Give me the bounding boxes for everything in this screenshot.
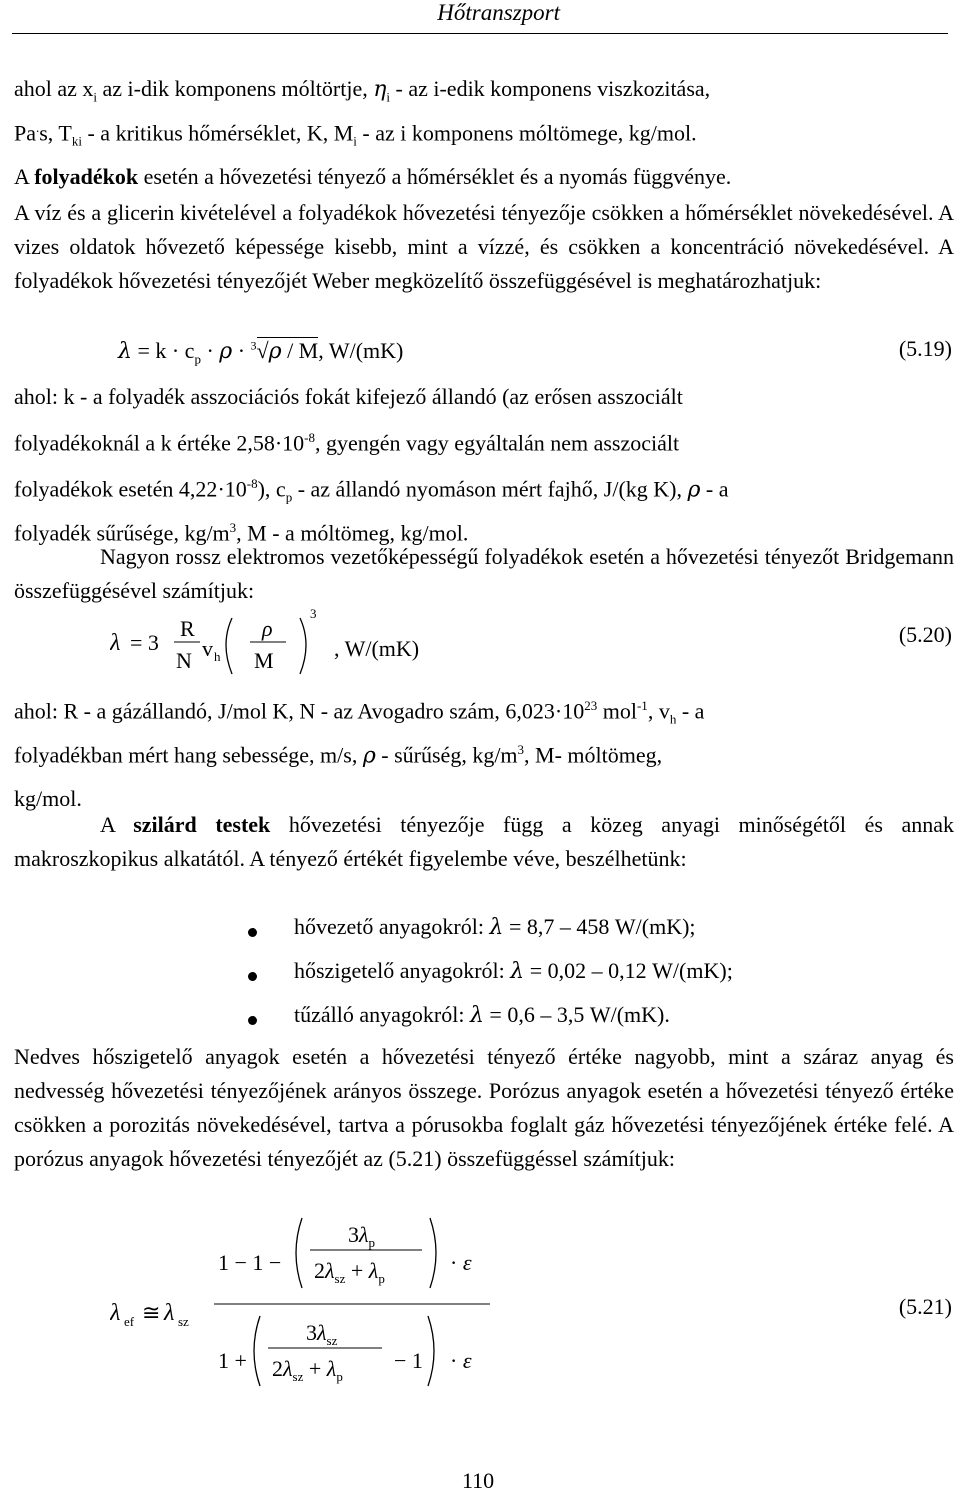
equation-5-19: $\lambda = k \cdot c_p \cdot \rho \cdot ^3√\rho / M$, W/(mK) xyxy=(118,338,404,367)
svg-text:ρ: ρ xyxy=(262,616,273,641)
def-line-2: folyadékoknál a k értéke $2,58\cdot 10^{-8}$, gyengén vagy egyáltalán nem asszociált xyxy=(14,430,680,456)
svg-text:sz: sz xyxy=(178,1314,189,1329)
text-line-2: Pa.s, $T_{ki}$ - a kritikus hőmérséklet, K, $M_i$ - az i komponens móltömege, kg/mol. xyxy=(14,120,697,149)
def-line-3: folyadékok esetén $4,22\cdot 10^{-8}$), $c_p$ - az állandó nyomáson mért fajhő, J/(kg K), ρ - a xyxy=(14,476,729,505)
equation-number-5-19: (5.19) xyxy=(898,336,952,361)
svg-text:λ: λ xyxy=(110,630,121,656)
bullet-dot xyxy=(248,1016,257,1025)
svg-text:M: M xyxy=(254,648,274,673)
page-number: 110 xyxy=(462,1468,495,1493)
def520-line-1: ahol: R - a gázállandó, J/mol K, N - az Avogadro szám, $6,023\cdot 10^{23}$ mol$^{-1}$, $v_h$ - a xyxy=(14,698,705,727)
equation-number-5-21: (5.21) xyxy=(898,1294,952,1319)
svg-text:R: R xyxy=(180,616,195,641)
paragraph-bridgemann: Nagyon rossz elektromos vezetőképességű folyadékok esetén a hővezetési tényezőt Bridgemann összefüggésével számítjuk: xyxy=(14,544,954,603)
equation-number-5-20: (5.20) xyxy=(898,622,952,647)
svg-text:3λp: $3\lambda_p$ xyxy=(348,1222,376,1250)
svg-text:ef: ef xyxy=(124,1314,135,1329)
svg-text:h: h xyxy=(214,649,221,664)
svg-text:λ: λ xyxy=(164,1300,175,1326)
svg-text:= 3: = 3 xyxy=(130,630,159,655)
paragraph-porous: Nedves hőszigetelő anyagok esetén a hővezetési tényező értéke nagyobb, mint a száraz anyag és nedvesség hővezetési tényezőjének arányos összege. Porózus anyagok esetén a hővezetési tényező értéke csökken a porozitás növekedésével, tartva a pórusokba foglalt gáz hővezetési tényezőjének értéke felé. A porózus anyagok hővezetési tényezőjét az (5.21) összefüggéssel számítjuk: xyxy=(14,1044,954,1171)
text-line-1: ahol az $x_i$ az i-dik komponens móltörtje, $\eta_i$ - az i-edik komponens viszkozitása, xyxy=(14,76,711,105)
svg-text:2λsz + λp: $2\lambda_{sz} + \lambda_p$ xyxy=(314,1258,385,1286)
bullet-item: hőszigetelő anyagokról: λ = 0,02 – 0,12 W/(mK); xyxy=(294,958,733,984)
svg-text:· ε: · ε xyxy=(450,1348,472,1373)
bullet-item: tűzálló anyagokról: λ = 0,6 – 3,5 W/(mK). xyxy=(294,1002,670,1028)
svg-text:1 − 1 −: 1 − 1 − xyxy=(218,1250,282,1275)
def-line-4: folyadék sűrűsége, $kg/m^3$, M - a móltömeg, kg/mol. xyxy=(14,520,469,546)
def520-line-3: kg/mol. xyxy=(14,786,82,811)
bullet-dot xyxy=(248,972,257,981)
page-header xyxy=(0,0,960,34)
equation-5-21 xyxy=(110,1208,530,1408)
svg-text:· ε: · ε xyxy=(450,1250,472,1275)
svg-text:3λsz: $3\lambda_{sz}$ xyxy=(306,1320,338,1348)
paragraph-solids: A szilárd testek hővezetési tényezője függ a közeg anyagi minőségétől és annak makroszkopikus alkatától. A tényező értékét figyelembe véve, beszélhetünk: xyxy=(14,812,954,871)
paragraph-weber: A víz és a glicerin kivételével a folyadékok hővezetési tényezője csökken a hőmérséklet növekedésével. A vizes oldatok hővezető képessége kisebb, mint a vízzé, és csökken a koncentráció növekedésével. A folyadékok hővezetési tényezőjét Weber megközelítő összefüggésével is meghatározhatjuk: xyxy=(14,200,954,293)
svg-text:3: 3 xyxy=(310,606,317,621)
svg-text:λ: λ xyxy=(110,1300,121,1326)
equation-5-20 xyxy=(110,604,470,684)
running-title: Hőtranszport xyxy=(437,0,560,25)
def-line-1: ahol: k - a folyadék asszociációs fokát kifejező állandó (az erősen asszociált xyxy=(14,384,683,409)
def520-line-2: folyadékban mért hang sebessége, m/s, ρ - sűrűség, $kg/m^3$, M- móltömeg, xyxy=(14,742,663,769)
svg-text:N: N xyxy=(176,648,192,673)
text-line-3: A folyadékok esetén a hővezetési tényező a hőmérséklet és a nyomás függvénye. xyxy=(14,164,732,189)
svg-text:1 +: 1 + xyxy=(218,1348,247,1373)
bullet-item: hővezető anyagokról: λ = 8,7 – 458 W/(mK); xyxy=(294,914,696,940)
svg-text:v: v xyxy=(202,636,213,661)
eq520-unit: , W/(mK) xyxy=(334,636,420,661)
svg-text:2λsz + λp: $2\lambda_{sz} + \lambda_p$ xyxy=(272,1356,343,1384)
svg-text:≅: ≅ xyxy=(142,1300,161,1325)
svg-text:− 1: − 1 xyxy=(394,1348,423,1373)
bullet-dot xyxy=(248,928,257,937)
header-rule xyxy=(12,33,948,34)
